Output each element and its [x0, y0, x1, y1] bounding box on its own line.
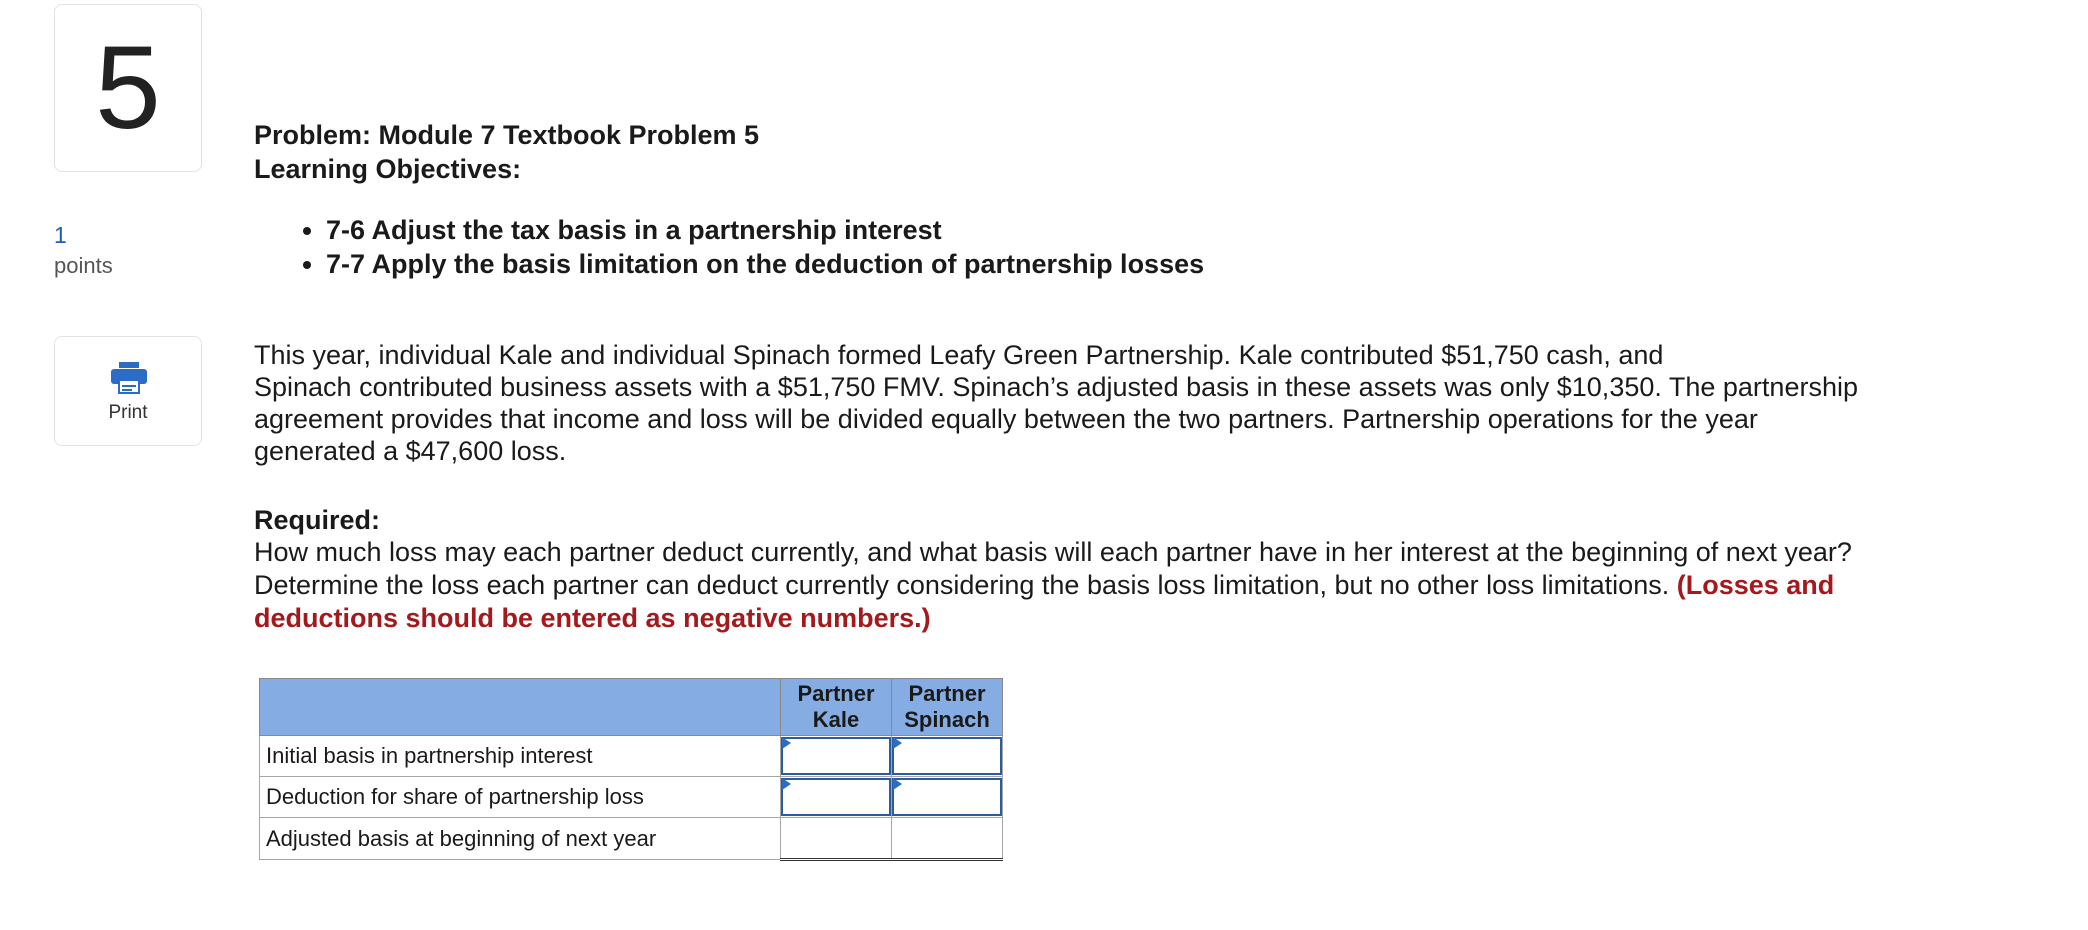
cell-spinach-loss-deduction	[892, 777, 1003, 818]
kale-loss-deduction-input[interactable]	[781, 778, 891, 816]
paragraph-line: agreement provides that income and loss will be divided equally between the two partners. Partnership operations for the year	[254, 404, 1758, 434]
header-line: Partner	[908, 681, 986, 706]
paragraph-line: Spinach contributed business assets with a $51,750 FMV. Spinach’s adjusted basis in these assets was only $10,350. The partnership	[254, 372, 1858, 402]
triangle-marker-icon	[893, 737, 902, 749]
negative-number-note-cont: deductions should be entered as negative numbers.)	[254, 603, 931, 633]
triangle-marker-icon	[782, 778, 791, 790]
row-label: Initial basis in partnership interest	[260, 736, 781, 777]
cell-spinach-adjusted-basis	[892, 818, 1003, 860]
printer-icon	[110, 361, 148, 395]
spinach-loss-deduction-input[interactable]	[892, 778, 1002, 816]
table-row	[260, 818, 1003, 860]
cell-kale-adjusted-basis	[781, 818, 892, 860]
header-line: Spinach	[904, 707, 990, 732]
cell-spinach-initial-basis	[892, 736, 1003, 777]
required-line: How much loss may each partner deduct currently, and what basis will each partner have in her interest at the beginning of next year?	[254, 537, 1852, 567]
header-line: Partner	[797, 681, 875, 706]
row-label: Adjusted basis at beginning of next year	[260, 818, 781, 860]
negative-number-note: (Losses and	[1676, 570, 1835, 600]
header-partner-kale	[781, 679, 892, 736]
problem-paragraph	[254, 339, 1954, 467]
problem-content	[254, 118, 2054, 635]
row-label: Deduction for share of partnership loss	[260, 777, 781, 818]
kale-initial-basis-input[interactable]	[781, 737, 891, 775]
learning-objective: • 7-6 Adjust the tax basis in a partnership interest	[326, 213, 2054, 247]
cell-kale-loss-deduction	[781, 777, 892, 818]
paragraph-line: generated a $47,600 loss.	[254, 436, 567, 466]
required-instruction: Determine the loss each partner can deduct currently considering the basis loss limitation, but no other loss limitations.	[254, 570, 1670, 600]
print-label: Print	[108, 402, 148, 423]
triangle-marker-icon	[782, 737, 791, 749]
paragraph-line: This year, individual Kale and individual Spinach formed Leafy Green Partnership. Kale contributed $51,750 cash, and	[254, 340, 1664, 370]
table-row	[260, 777, 1003, 818]
triangle-marker-icon	[893, 778, 902, 790]
problem-title: Problem: Module 7 Textbook Problem 5	[254, 120, 760, 150]
spinach-initial-basis-input[interactable]	[892, 737, 1002, 775]
required-text	[254, 536, 1954, 635]
cell-kale-initial-basis	[781, 736, 892, 777]
print-button[interactable]	[54, 336, 202, 446]
header-blank	[260, 679, 781, 736]
points-label: points	[54, 253, 113, 278]
question-number: 5	[95, 22, 161, 154]
table-row	[260, 736, 1003, 777]
answer-table	[259, 678, 1003, 861]
table-header-row	[260, 679, 1003, 736]
learning-objective: • 7-7 Apply the basis limitation on the deduction of partnership losses	[326, 247, 2054, 281]
header-line: Kale	[812, 707, 860, 732]
learning-objectives-heading: Learning Objectives:	[254, 154, 522, 184]
required-line	[254, 569, 1954, 602]
header-partner-spinach	[892, 679, 1003, 736]
required-heading: Required:	[254, 505, 381, 535]
question-number-card	[54, 4, 202, 172]
points-value: 1	[54, 222, 67, 248]
learning-objectives-list	[254, 213, 2054, 281]
